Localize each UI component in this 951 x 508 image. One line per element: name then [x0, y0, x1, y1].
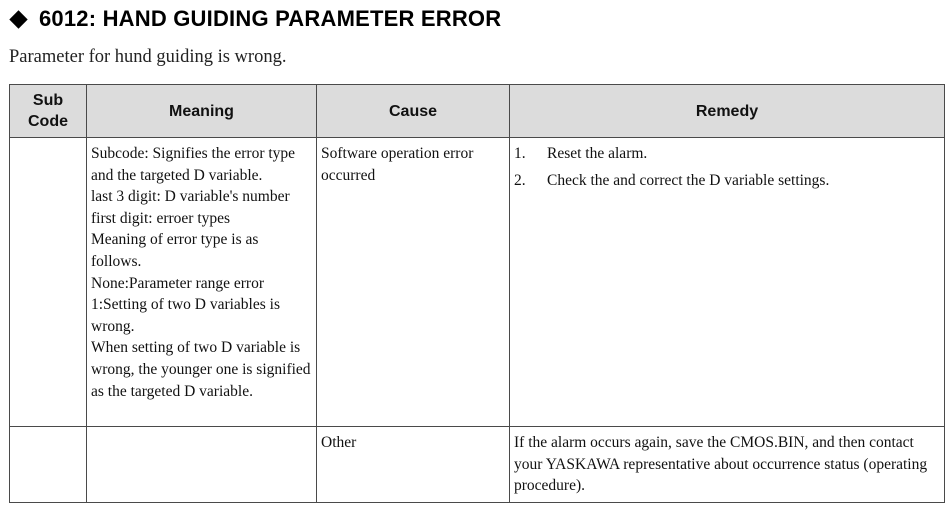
cause-cell: Other	[317, 427, 510, 503]
section-heading	[8, 4, 501, 34]
sub-code-cell	[10, 138, 87, 427]
header-cause: Cause	[317, 85, 510, 138]
meaning-line: last 3 digit: D variable's number	[91, 188, 290, 206]
sub-code-cell	[10, 427, 87, 503]
meaning-line: Subcode: Signifies the error type and the targeted D variable.	[91, 145, 296, 184]
meaning-line: 1:Setting of two D variables is wrong.	[91, 296, 280, 335]
error-description: Parameter for hund guiding is wrong.	[9, 47, 287, 67]
table-row	[10, 138, 945, 427]
header-remedy: Remedy	[510, 85, 945, 138]
remedy-text: Check the and correct the D variable settings.	[547, 171, 830, 189]
table-header-row	[10, 85, 945, 138]
meaning-line: When setting of two D variable is wrong, the younger one is signified as the targeted D variable.	[91, 339, 311, 400]
meaning-cell	[87, 427, 317, 503]
header-sub-code: Sub Code	[10, 85, 87, 138]
meaning-line: first digit: erroer types	[91, 209, 231, 227]
remedy-cell	[510, 138, 945, 427]
header-meaning: Meaning	[87, 85, 317, 138]
remedy-list	[514, 143, 940, 191]
meaning-line: Meaning of error type is as follows.	[91, 231, 259, 270]
remedy-number: 2.	[514, 171, 526, 189]
remedy-cell: If the alarm occurs again, save the CMOS.BIN, and then contact your YASKAWA representative about occurrence status (operating procedure).	[510, 427, 945, 503]
remedy-item	[514, 170, 940, 192]
remedy-number: 1.	[514, 145, 526, 162]
remedy-item	[514, 143, 940, 165]
error-title: 6012: HAND GUIDING PARAMETER ERROR	[39, 6, 502, 31]
remedy-text: Reset the alarm.	[547, 145, 648, 162]
cause-cell: Software operation error occurred	[317, 138, 510, 427]
meaning-line: None:Parameter range error	[91, 274, 264, 292]
meaning-cell	[87, 138, 317, 427]
table-row	[10, 427, 945, 503]
error-table	[9, 84, 945, 503]
diamond-bullet-icon	[9, 10, 27, 28]
